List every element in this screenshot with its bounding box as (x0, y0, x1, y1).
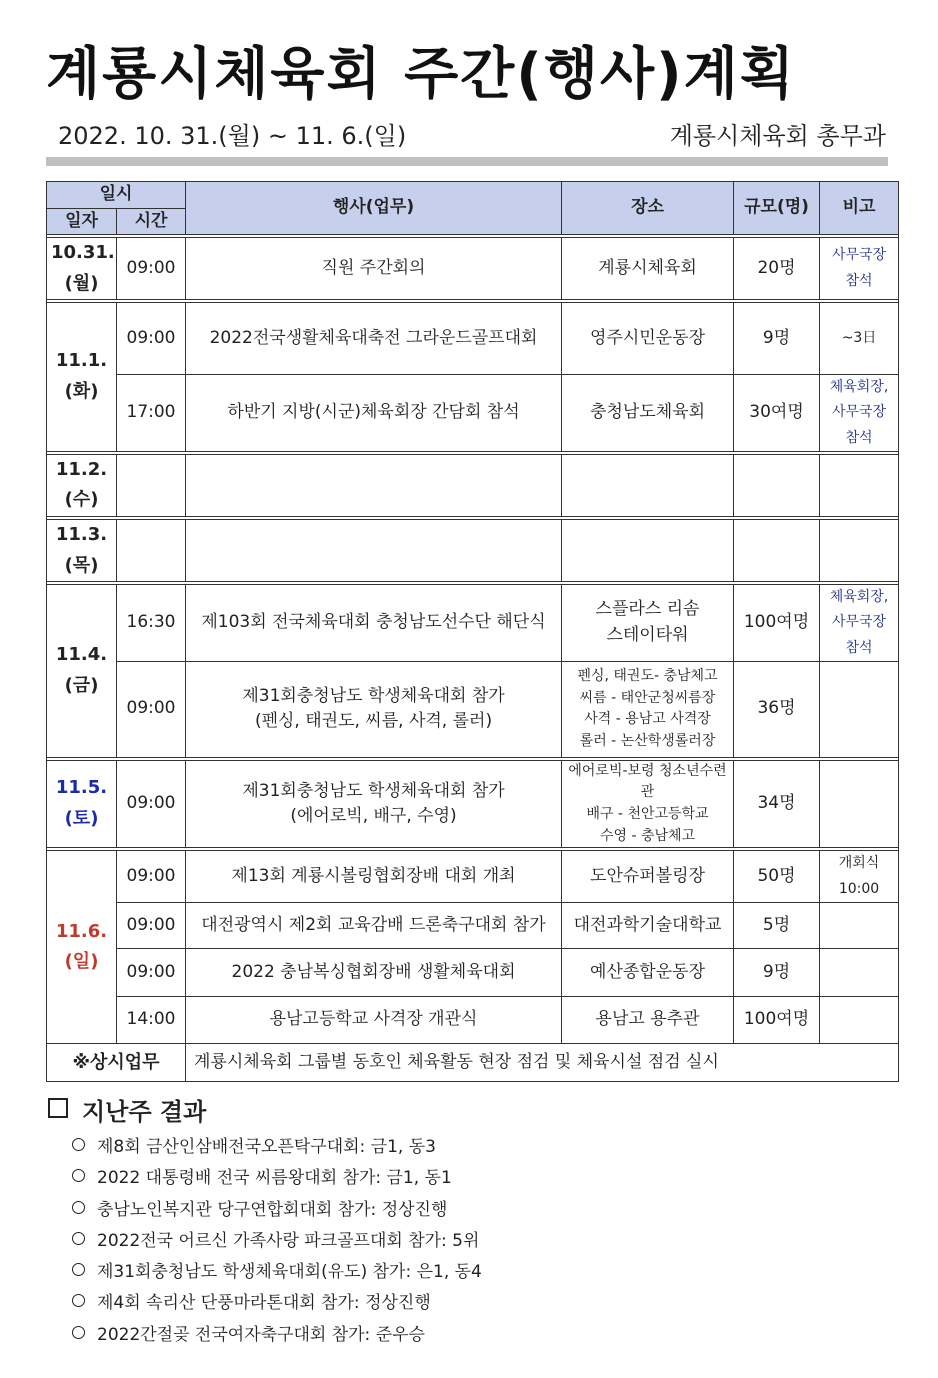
table-row (47, 519, 899, 581)
date-text: 11.1. (55, 350, 108, 372)
remarks-cell: 사무국장 참석 (820, 238, 899, 300)
list-item (72, 1195, 482, 1226)
date-text: 11.5. (55, 777, 108, 799)
result-text: 제8회 금산인삼배전국오픈탁구대회: 금1, 동3 (97, 1137, 436, 1157)
table-row (47, 948, 899, 996)
date-text: 10.31. (51, 242, 115, 263)
list-item (72, 1226, 482, 1257)
venue-cell: 도안슈퍼볼링장 (562, 851, 734, 902)
regular-duty-text: 계룡시체육회 그룹별 동호인 체육활동 현장 점검 및 체육시설 점검 실시 (186, 1043, 899, 1081)
table-row (47, 851, 899, 902)
venue-cell: 용남고 용추관 (562, 996, 734, 1043)
header-date: 일자 (47, 208, 117, 235)
venue-cell (562, 454, 734, 516)
event-cell: 제31회충청남도 학생체육대회 참가 (에어로빅, 배구, 수영) (186, 760, 562, 848)
remarks-cell (820, 519, 899, 581)
header-venue: 장소 (562, 182, 734, 235)
page-title: 계룡시체육회 주간(행사)계획 (46, 42, 796, 107)
time-cell: 09:00 (117, 851, 186, 902)
weekday-text: (화) (64, 380, 99, 402)
weekday-text: (월) (64, 272, 99, 294)
venue-cell: 충청남도체육회 (562, 375, 734, 452)
list-item (72, 1320, 482, 1351)
table-row (47, 760, 899, 848)
venue-cell (562, 519, 734, 581)
weekday-text: (금) (64, 674, 99, 696)
time-cell (117, 519, 186, 581)
scale-cell: 20명 (734, 238, 820, 300)
remarks-cell: ~3日 (820, 303, 899, 375)
event-cell: 2022 충남복싱협회장배 생활체육대회 (186, 948, 562, 996)
last-week-title: 지난주 결과 (82, 1098, 207, 1126)
result-text: 제4회 속리산 단풍마라톤대회 참가: 정상진행 (97, 1293, 431, 1314)
time-cell: 09:00 (117, 760, 186, 848)
remarks-cell: 체육회장, 사무국장 참석 (820, 585, 899, 662)
venue-cell: 예산종합운동장 (562, 948, 734, 996)
time-cell: 14:00 (117, 996, 186, 1043)
date-cell (47, 519, 117, 581)
remarks-cell (820, 661, 899, 757)
venue-cell: 대전과학기술대학교 (562, 902, 734, 948)
date-text: 11.3. (55, 523, 108, 545)
date-cell (47, 238, 117, 300)
header-time: 시간 (117, 208, 186, 235)
remarks-cell: 체육회장, 사무국장 참석 (820, 375, 899, 452)
venue-cell: 계룡시체육회 (562, 238, 734, 300)
remarks-cell (820, 948, 899, 996)
table-row (47, 375, 899, 452)
event-cell: 제31회충청남도 학생체육대회 참가 (펜싱, 태권도, 씨름, 사격, 롤러) (186, 661, 562, 757)
department-text: 계룡시체육회 총무과 (669, 122, 886, 150)
event-cell (186, 519, 562, 581)
circle-bullet-icon (72, 1169, 85, 1182)
venue-cell: 스플라스 리솜 스테이타워 (562, 585, 734, 662)
header-scale: 규모(명) (734, 182, 820, 235)
circle-bullet-icon (72, 1326, 85, 1339)
scale-cell: 50명 (734, 851, 820, 902)
table-row (47, 238, 899, 300)
scale-cell: 100여명 (734, 585, 820, 662)
venue-cell: 에어로빅-보령 청소년수련관 배구 - 천안고등학교 수영 - 충남체고 (562, 760, 734, 848)
scale-cell: 9명 (734, 948, 820, 996)
square-bullet-icon (48, 1098, 68, 1118)
remarks-cell (820, 760, 899, 848)
schedule-body (47, 235, 899, 1044)
time-cell: 09:00 (117, 948, 186, 996)
table-row (47, 661, 899, 757)
table-row (47, 585, 899, 662)
table-row (47, 303, 899, 375)
scale-cell: 9명 (734, 303, 820, 375)
weekday-text: (수) (64, 489, 99, 511)
title-underline (46, 157, 888, 166)
event-cell (186, 454, 562, 516)
venue-cell: 영주시민운동장 (562, 303, 734, 375)
event-cell: 제13회 계룡시볼링협회장배 대회 개최 (186, 851, 562, 902)
list-item (72, 1257, 482, 1288)
circle-bullet-icon (72, 1294, 85, 1307)
circle-bullet-icon (72, 1263, 85, 1276)
date-cell (47, 851, 117, 1043)
scale-cell: 30여명 (734, 375, 820, 452)
last-week-heading (48, 1092, 206, 1127)
weekday-text: (토) (64, 808, 99, 830)
date-cell (47, 454, 117, 516)
list-item (72, 1163, 482, 1194)
result-text: 2022간절곶 전국여자축구대회 참가: 준우승 (97, 1324, 425, 1345)
time-cell: 16:30 (117, 585, 186, 662)
date-text: 11.2. (55, 458, 108, 480)
circle-bullet-icon (72, 1138, 85, 1151)
regular-duty-row (47, 1043, 899, 1081)
subtitle-line (58, 116, 886, 148)
scale-cell: 34명 (734, 760, 820, 848)
event-cell: 용남고등학교 사격장 개관식 (186, 996, 562, 1043)
scale-cell (734, 454, 820, 516)
date-text: 11.6. (55, 920, 108, 942)
result-text: 2022 대통령배 전국 씨름왕대회 참가: 금1, 동1 (97, 1168, 452, 1189)
header-remarks: 비고 (820, 182, 899, 235)
result-text: 제31회충청남도 학생체육대회(유도) 참가: 은1, 동4 (97, 1262, 482, 1283)
weekday-text: (목) (64, 554, 99, 576)
result-text: 2022전국 어르신 가족사랑 파크골프대회 참가: 5위 (97, 1230, 480, 1251)
date-text: 11.4. (55, 644, 108, 666)
period-text: 2022. 10. 31.(월) ~ 11. 6.(일) (58, 122, 407, 150)
event-cell: 2022전국생활체육대축전 그라운드골프대회 (186, 303, 562, 375)
remarks-cell (820, 902, 899, 948)
weekly-schedule-table (46, 181, 899, 1082)
time-cell: 09:00 (117, 902, 186, 948)
event-cell: 대전광역시 제2회 교육감배 드론축구대회 참가 (186, 902, 562, 948)
list-item (72, 1288, 482, 1319)
header-datetime: 일시 (47, 182, 186, 209)
remarks-cell (820, 996, 899, 1043)
regular-duty-label: ※상시업무 (47, 1043, 186, 1081)
time-cell (117, 454, 186, 516)
date-cell (47, 303, 117, 452)
result-text: 충남노인복지관 당구연합회대회 참가: 정상진행 (97, 1199, 448, 1220)
weekday-text: (일) (64, 951, 99, 973)
table-row (47, 996, 899, 1043)
venue-cell: 펜싱, 태권도- 충남체고 씨름 - 태안군청씨름장 사격 - 용남고 사격장 롤러 - 논산학생롤러장 (562, 661, 734, 757)
time-cell: 09:00 (117, 303, 186, 375)
header-event: 행사(업무) (186, 182, 562, 235)
event-cell: 직원 주간회의 (186, 238, 562, 300)
remarks-cell: 개회식 10:00 (820, 851, 899, 902)
time-cell: 09:00 (117, 238, 186, 300)
scale-cell: 100여명 (734, 996, 820, 1043)
table-row (47, 902, 899, 948)
date-cell (47, 760, 117, 848)
event-cell: 하반기 지방(시군)체육회장 간담회 참석 (186, 375, 562, 452)
scale-cell: 5명 (734, 902, 820, 948)
scale-cell (734, 519, 820, 581)
event-cell: 제103회 전국체육대회 충청남도선수단 해단식 (186, 585, 562, 662)
circle-bullet-icon (72, 1232, 85, 1245)
scale-cell: 36명 (734, 661, 820, 757)
time-cell: 09:00 (117, 661, 186, 757)
time-cell: 17:00 (117, 375, 186, 452)
remarks-cell (820, 454, 899, 516)
date-cell (47, 585, 117, 758)
list-item (72, 1132, 482, 1163)
circle-bullet-icon (72, 1201, 85, 1214)
table-row (47, 454, 899, 516)
last-week-results-list (72, 1132, 482, 1351)
